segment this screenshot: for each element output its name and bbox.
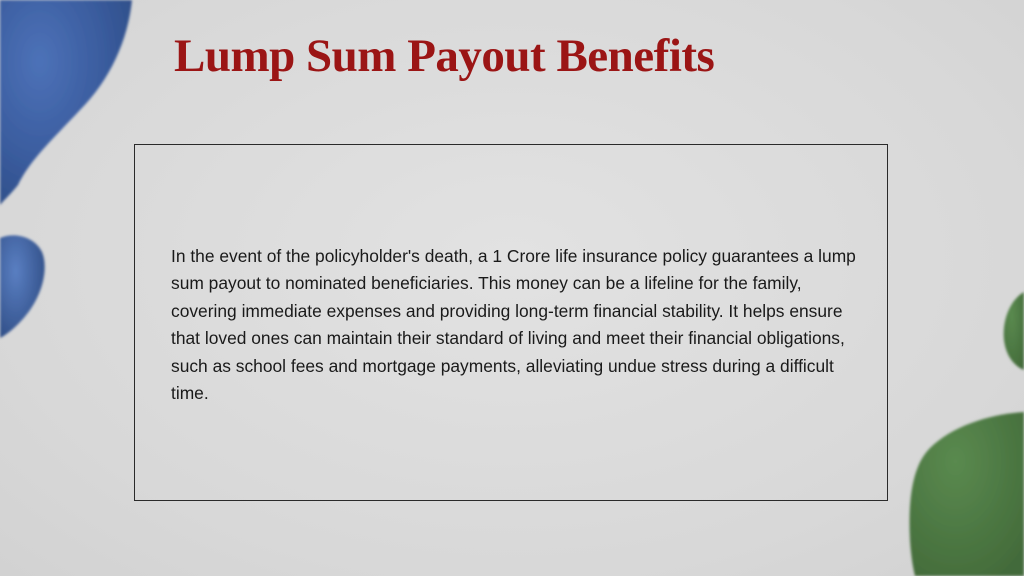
body-paragraph: In the event of the policyholder's death, a 1 Crore life insurance policy guarantees a lump sum payout to nominated beneficiaries. This money can be a lifeline for the family, covering immediate expenses and providing long-term financial stability. It helps ensure that loved ones can maintain their standard of living and meet their financial obligations, such as school fees and mortgage payments, alleviating undue stress during a difficult time. xyxy=(171,246,856,404)
slide-title: Lump Sum Payout Benefits xyxy=(174,30,715,82)
content-box xyxy=(134,144,888,501)
blue-blob-left xyxy=(0,235,45,338)
blue-blob-top-left xyxy=(0,0,132,205)
green-blob-right-small xyxy=(1004,292,1024,370)
green-blob-bottom-right xyxy=(910,412,1024,576)
